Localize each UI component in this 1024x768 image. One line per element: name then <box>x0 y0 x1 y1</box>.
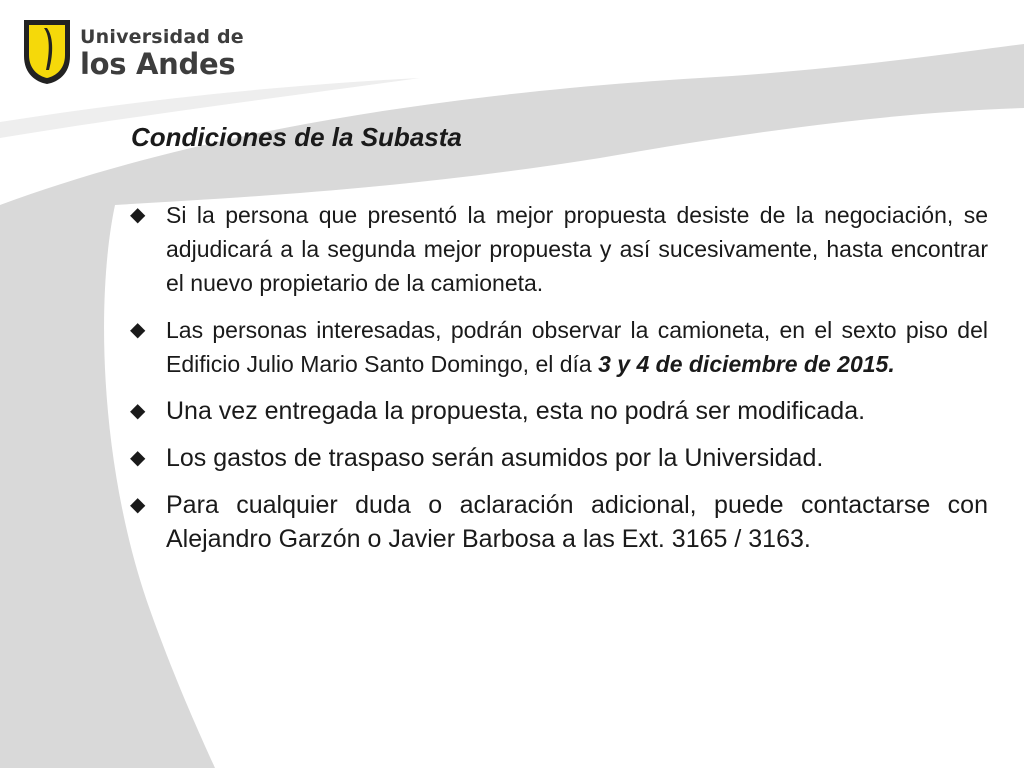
diamond-bullet-icon: ◆ <box>130 319 146 341</box>
bullet-list <box>130 198 988 569</box>
list-item <box>130 488 988 556</box>
bullet-text: Los gastos de traspaso serán asumidos por la Universidad. <box>166 444 824 472</box>
bullet-text: Para cualquier duda o aclaración adicional, puede contactarse con Alejandro Garzón o Javier Barbosa a las Ext. 3165 / 3163. <box>166 491 988 553</box>
logo-line-1: Universidad de <box>80 25 244 48</box>
bullet-text-main: Las personas interesadas, podrán observar la camioneta, en el sexto piso del Edificio Julio Mario Santo Domingo, el día <box>166 317 988 377</box>
diamond-bullet-icon: ◆ <box>130 400 146 422</box>
diamond-bullet-icon: ◆ <box>130 447 146 469</box>
bullet-date-emphasis: 3 y 4 de diciembre de 2015. <box>598 351 895 377</box>
logo-line-2: los Andes <box>80 46 236 81</box>
shield-icon <box>20 18 74 86</box>
bullet-text <box>166 313 988 381</box>
bullet-text: Una vez entregada la propuesta, esta no podrá ser modificada. <box>166 397 866 425</box>
list-item <box>130 198 988 300</box>
diamond-bullet-icon: ◆ <box>130 494 146 516</box>
university-logo <box>20 18 244 86</box>
bullet-text: Si la persona que presentó la mejor propuesta desiste de la negociación, se adjudicará a la segunda mejor propuesta y así sucesivamente, hasta encontrar el nuevo propietario de la camioneta. <box>166 202 988 296</box>
diamond-bullet-icon: ◆ <box>130 204 146 226</box>
list-item <box>130 313 988 381</box>
list-item <box>130 441 988 475</box>
slide-title: Condiciones de la Subasta <box>131 122 462 152</box>
list-item <box>130 394 988 428</box>
